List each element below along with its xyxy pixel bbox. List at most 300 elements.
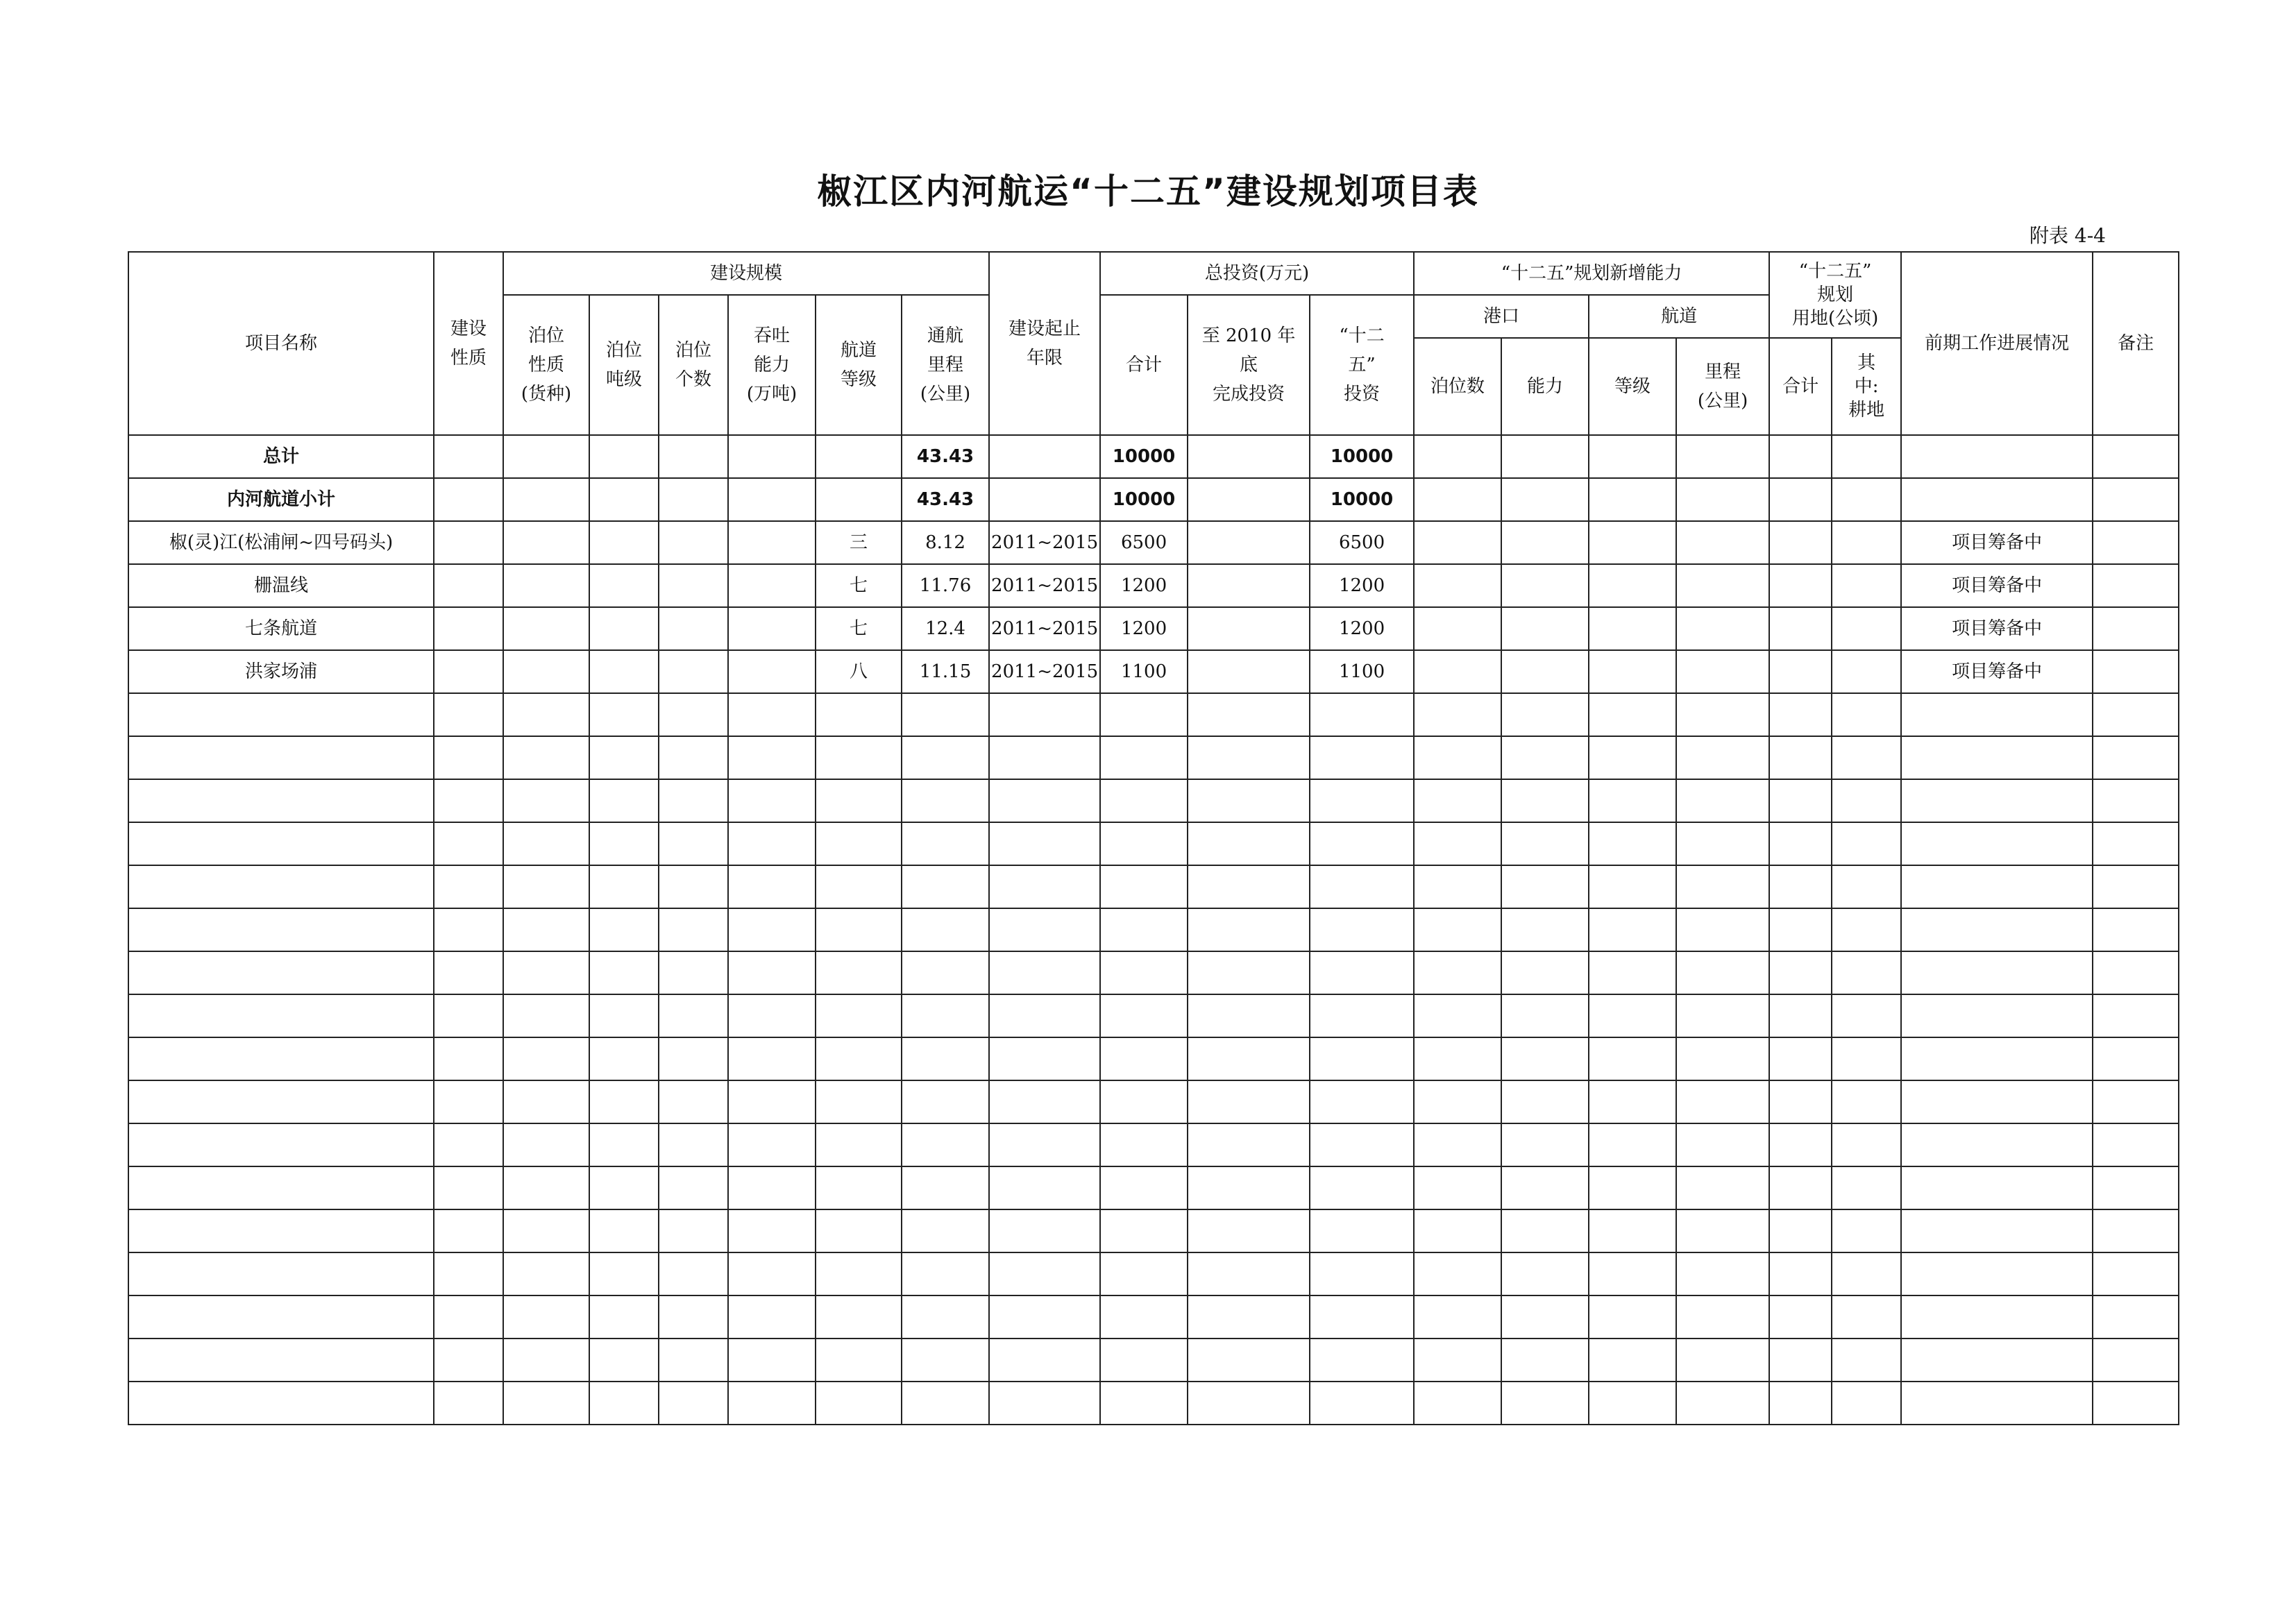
header-navigable-mileage: 通航 里程 (公里) (902, 295, 989, 435)
cell-berth-count (659, 1080, 728, 1123)
cell-capacity (1501, 908, 1589, 951)
cell-channel-grade (816, 1037, 902, 1080)
cell-land-farmland (1832, 736, 1901, 779)
cell-throughput (728, 693, 816, 736)
cell-inv-12th: 1200 (1310, 607, 1414, 650)
cell-berth-nature (503, 1209, 589, 1252)
cell-berth-num (1414, 736, 1501, 779)
project-table (128, 251, 2179, 1425)
cell-berth-num (1414, 1339, 1501, 1382)
cell-remarks (2093, 1037, 2179, 1080)
cell-berth-tonnage (589, 1209, 659, 1252)
cell-remarks (2093, 521, 2179, 564)
cell-remarks (2093, 865, 2179, 908)
cell-berth-count (659, 994, 728, 1037)
header-inv-total: 合计 (1100, 295, 1188, 435)
cell-inv-12th: 1200 (1310, 564, 1414, 607)
cell-land-farmland (1832, 1080, 1901, 1123)
cell-land-total (1769, 478, 1832, 521)
cell-channel-grade (816, 1339, 902, 1382)
cell-inv-by-2010 (1188, 779, 1310, 822)
cell-inv-12th (1310, 1123, 1414, 1166)
cell-berth-tonnage (589, 1295, 659, 1339)
cell-navigable-mileage (902, 865, 989, 908)
cell-grade (1589, 693, 1676, 736)
cell-berth-num (1414, 1166, 1501, 1209)
cell-inv-total (1100, 1123, 1188, 1166)
cell-progress (1901, 435, 2093, 478)
cell-period (989, 1123, 1100, 1166)
cell-capacity (1501, 564, 1589, 607)
cell-period (989, 1382, 1100, 1425)
cell-berth-num (1414, 1037, 1501, 1080)
cell-inv-12th (1310, 1295, 1414, 1339)
cell-progress (1901, 822, 2093, 865)
cell-project-name (128, 1382, 434, 1425)
cell-inv-by-2010 (1188, 607, 1310, 650)
cell-progress (1901, 1037, 2093, 1080)
table-row (128, 521, 2179, 564)
cell-project-name (128, 1209, 434, 1252)
cell-inv-total (1100, 865, 1188, 908)
empty-row (128, 1295, 2179, 1339)
cell-land-farmland (1832, 951, 1901, 994)
cell-construction-nature (434, 435, 503, 478)
cell-navigable-mileage (902, 736, 989, 779)
empty-row (128, 822, 2179, 865)
cell-berth-nature (503, 822, 589, 865)
cell-remarks (2093, 1339, 2179, 1382)
cell-land-farmland (1832, 908, 1901, 951)
cell-berth-tonnage (589, 1339, 659, 1382)
cell-construction-nature (434, 951, 503, 994)
cell-throughput (728, 1080, 816, 1123)
cell-project-name (128, 1339, 434, 1382)
cell-land-farmland (1832, 435, 1901, 478)
cell-land-total (1769, 1339, 1832, 1382)
empty-row (128, 1166, 2179, 1209)
cell-berth-count (659, 908, 728, 951)
cell-progress (1901, 736, 2093, 779)
cell-berth-num (1414, 693, 1501, 736)
cell-berth-nature (503, 1252, 589, 1295)
cell-berth-nature (503, 564, 589, 607)
cell-inv-total: 6500 (1100, 521, 1188, 564)
cell-land-farmland (1832, 478, 1901, 521)
cell-inv-total: 10000 (1100, 478, 1188, 521)
cell-construction-nature (434, 779, 503, 822)
header-remarks: 备注 (2093, 252, 2179, 435)
cell-progress (1901, 1080, 2093, 1123)
cell-navigable-mileage (902, 1382, 989, 1425)
cell-channel-grade (816, 779, 902, 822)
cell-throughput (728, 908, 816, 951)
cell-inv-total (1100, 736, 1188, 779)
cell-period (989, 779, 1100, 822)
cell-berth-tonnage (589, 693, 659, 736)
cell-berth-count (659, 478, 728, 521)
empty-row (128, 1037, 2179, 1080)
cell-berth-count (659, 1252, 728, 1295)
header-project-name: 项目名称 (128, 252, 434, 435)
cell-grade (1589, 521, 1676, 564)
cell-project-name: 内河航道小计 (128, 478, 434, 521)
cell-berth-tonnage (589, 736, 659, 779)
cell-inv-by-2010 (1188, 1209, 1310, 1252)
cell-berth-tonnage (589, 607, 659, 650)
cell-berth-num (1414, 1080, 1501, 1123)
cell-berth-num (1414, 1295, 1501, 1339)
cell-period (989, 1295, 1100, 1339)
cell-channel-grade (816, 994, 902, 1037)
cell-channel-grade (816, 865, 902, 908)
cell-navigable-mileage (902, 1123, 989, 1166)
cell-throughput (728, 564, 816, 607)
cell-navigable-mileage (902, 1252, 989, 1295)
cell-grade (1589, 994, 1676, 1037)
header-progress: 前期工作进展情况 (1901, 252, 2093, 435)
cell-project-name (128, 1037, 434, 1080)
cell-progress: 项目筹备中 (1901, 564, 2093, 607)
cell-grade (1589, 1209, 1676, 1252)
cell-throughput (728, 951, 816, 994)
table-row (128, 564, 2179, 607)
cell-progress: 项目筹备中 (1901, 521, 2093, 564)
cell-capacity (1501, 1382, 1589, 1425)
cell-berth-num (1414, 1123, 1501, 1166)
cell-project-name (128, 1295, 434, 1339)
cell-remarks (2093, 736, 2179, 779)
cell-berth-count (659, 521, 728, 564)
cell-throughput (728, 650, 816, 693)
cell-inv-12th (1310, 693, 1414, 736)
cell-berth-count (659, 736, 728, 779)
cell-berth-nature (503, 435, 589, 478)
cell-capacity (1501, 478, 1589, 521)
header-capacity: 能力 (1501, 338, 1589, 435)
cell-land-farmland (1832, 564, 1901, 607)
cell-berth-nature (503, 779, 589, 822)
cell-grade (1589, 1382, 1676, 1425)
cell-berth-tonnage (589, 951, 659, 994)
cell-throughput (728, 478, 816, 521)
cell-grade (1589, 908, 1676, 951)
cell-land-farmland (1832, 1295, 1901, 1339)
cell-period (989, 994, 1100, 1037)
cell-inv-total (1100, 1295, 1188, 1339)
cell-project-name (128, 994, 434, 1037)
header-inv-by-2010: 至 2010 年 底 完成投资 (1188, 295, 1310, 435)
cell-berth-tonnage (589, 1382, 659, 1425)
empty-row (128, 1382, 2179, 1425)
header-capacity-group: “十二五”规划新增能力 (1414, 252, 1769, 295)
cell-progress: 项目筹备中 (1901, 607, 2093, 650)
cell-berth-count (659, 1209, 728, 1252)
cell-channel-grade (816, 1123, 902, 1166)
cell-remarks (2093, 1080, 2179, 1123)
cell-mileage (1676, 994, 1769, 1037)
cell-berth-count (659, 1382, 728, 1425)
cell-berth-count (659, 693, 728, 736)
cell-navigable-mileage: 11.76 (902, 564, 989, 607)
cell-inv-12th: 10000 (1310, 435, 1414, 478)
cell-throughput (728, 1037, 816, 1080)
cell-berth-nature (503, 1295, 589, 1339)
cell-land-total (1769, 1037, 1832, 1080)
cell-mileage (1676, 1037, 1769, 1080)
cell-inv-12th (1310, 779, 1414, 822)
cell-throughput (728, 1339, 816, 1382)
cell-berth-num (1414, 779, 1501, 822)
header-investment-group: 总投资(万元) (1100, 252, 1414, 295)
cell-project-name (128, 1123, 434, 1166)
cell-project-name: 椒(灵)江(松浦闸~四号码头) (128, 521, 434, 564)
cell-project-name (128, 1252, 434, 1295)
cell-land-farmland (1832, 607, 1901, 650)
cell-mileage (1676, 736, 1769, 779)
cell-throughput (728, 1382, 816, 1425)
cell-period (989, 951, 1100, 994)
cell-progress (1901, 1295, 2093, 1339)
cell-berth-num (1414, 1382, 1501, 1425)
cell-berth-tonnage (589, 1252, 659, 1295)
cell-berth-tonnage (589, 650, 659, 693)
header-land-group: “十二五” 规划 用地(公顷) (1769, 252, 1901, 338)
cell-inv-by-2010 (1188, 1037, 1310, 1080)
cell-construction-nature (434, 994, 503, 1037)
cell-mileage (1676, 1295, 1769, 1339)
cell-inv-12th (1310, 908, 1414, 951)
cell-land-total (1769, 736, 1832, 779)
header-grade: 等级 (1589, 338, 1676, 435)
cell-channel-grade: 八 (816, 650, 902, 693)
cell-inv-total (1100, 822, 1188, 865)
cell-berth-nature (503, 607, 589, 650)
cell-land-farmland (1832, 650, 1901, 693)
cell-mileage (1676, 478, 1769, 521)
cell-berth-num (1414, 564, 1501, 607)
cell-land-total (1769, 994, 1832, 1037)
cell-progress (1901, 865, 2093, 908)
header-inv-12th: “十二 五” 投资 (1310, 295, 1414, 435)
cell-capacity (1501, 736, 1589, 779)
cell-mileage (1676, 1166, 1769, 1209)
cell-remarks (2093, 564, 2179, 607)
cell-project-name (128, 951, 434, 994)
cell-period (989, 1166, 1100, 1209)
cell-berth-nature (503, 1037, 589, 1080)
cell-capacity (1501, 1252, 1589, 1295)
cell-grade (1589, 951, 1676, 994)
cell-capacity (1501, 650, 1589, 693)
cell-land-farmland (1832, 1037, 1901, 1080)
cell-berth-nature (503, 908, 589, 951)
cell-berth-tonnage (589, 1166, 659, 1209)
cell-capacity (1501, 693, 1589, 736)
cell-land-total (1769, 908, 1832, 951)
header-channel-grade: 航道 等级 (816, 295, 902, 435)
cell-land-farmland (1832, 1166, 1901, 1209)
cell-navigable-mileage (902, 1209, 989, 1252)
cell-period (989, 736, 1100, 779)
cell-inv-12th (1310, 994, 1414, 1037)
cell-land-farmland (1832, 1209, 1901, 1252)
cell-land-total (1769, 564, 1832, 607)
cell-land-total (1769, 951, 1832, 994)
cell-mileage (1676, 822, 1769, 865)
cell-berth-nature (503, 994, 589, 1037)
cell-remarks (2093, 994, 2179, 1037)
cell-grade (1589, 1295, 1676, 1339)
cell-mileage (1676, 1209, 1769, 1252)
cell-grade (1589, 736, 1676, 779)
cell-progress (1901, 908, 2093, 951)
cell-inv-12th (1310, 951, 1414, 994)
cell-inv-by-2010 (1188, 951, 1310, 994)
cell-land-total (1769, 865, 1832, 908)
cell-berth-nature (503, 1080, 589, 1123)
empty-row (128, 994, 2179, 1037)
cell-inv-12th: 10000 (1310, 478, 1414, 521)
cell-grade (1589, 1166, 1676, 1209)
cell-capacity (1501, 779, 1589, 822)
cell-period (989, 908, 1100, 951)
cell-construction-nature (434, 865, 503, 908)
cell-channel-grade (816, 693, 902, 736)
cell-land-total (1769, 650, 1832, 693)
cell-throughput (728, 1252, 816, 1295)
cell-berth-count (659, 779, 728, 822)
cell-berth-num (1414, 650, 1501, 693)
cell-period (989, 1339, 1100, 1382)
cell-inv-total (1100, 951, 1188, 994)
cell-capacity (1501, 1166, 1589, 1209)
cell-inv-12th (1310, 1339, 1414, 1382)
cell-construction-nature (434, 1166, 503, 1209)
cell-berth-num (1414, 1252, 1501, 1295)
cell-channel-grade (816, 435, 902, 478)
cell-inv-total (1100, 1209, 1188, 1252)
cell-channel-grade (816, 1252, 902, 1295)
cell-berth-tonnage (589, 994, 659, 1037)
cell-channel-grade (816, 908, 902, 951)
cell-progress (1901, 1209, 2093, 1252)
cell-inv-by-2010 (1188, 822, 1310, 865)
cell-progress (1901, 1123, 2093, 1166)
cell-mileage (1676, 564, 1769, 607)
cell-navigable-mileage (902, 1166, 989, 1209)
empty-row (128, 1252, 2179, 1295)
cell-grade (1589, 1080, 1676, 1123)
header-mileage: 里程 (公里) (1676, 338, 1769, 435)
cell-inv-12th (1310, 865, 1414, 908)
cell-berth-tonnage (589, 1037, 659, 1080)
cell-grade (1589, 435, 1676, 478)
cell-remarks (2093, 779, 2179, 822)
cell-remarks (2093, 1166, 2179, 1209)
table-row (128, 650, 2179, 693)
empty-row (128, 693, 2179, 736)
cell-berth-tonnage (589, 822, 659, 865)
table-row (128, 435, 2179, 478)
cell-project-name (128, 693, 434, 736)
table-row (128, 607, 2179, 650)
cell-mileage (1676, 865, 1769, 908)
cell-inv-total: 1100 (1100, 650, 1188, 693)
cell-inv-12th (1310, 1382, 1414, 1425)
cell-period (989, 822, 1100, 865)
cell-period (989, 1037, 1100, 1080)
cell-project-name (128, 736, 434, 779)
cell-inv-total (1100, 1382, 1188, 1425)
cell-berth-nature (503, 865, 589, 908)
cell-channel-grade (816, 951, 902, 994)
cell-capacity (1501, 822, 1589, 865)
header-berth-count: 泊位 个数 (659, 295, 728, 435)
empty-row (128, 1080, 2179, 1123)
cell-inv-12th: 6500 (1310, 521, 1414, 564)
cell-land-total (1769, 1295, 1832, 1339)
cell-land-total (1769, 1252, 1832, 1295)
cell-berth-count (659, 951, 728, 994)
cell-project-name: 洪家场浦 (128, 650, 434, 693)
cell-project-name (128, 1166, 434, 1209)
cell-inv-by-2010 (1188, 1123, 1310, 1166)
cell-berth-count (659, 1166, 728, 1209)
cell-capacity (1501, 951, 1589, 994)
cell-inv-by-2010 (1188, 478, 1310, 521)
cell-channel-grade (816, 478, 902, 521)
cell-inv-by-2010 (1188, 736, 1310, 779)
cell-channel-grade (816, 1382, 902, 1425)
cell-period (989, 865, 1100, 908)
cell-throughput (728, 435, 816, 478)
header-land-total: 合计 (1769, 338, 1832, 435)
cell-berth-nature (503, 693, 589, 736)
cell-inv-total (1100, 1339, 1188, 1382)
header-scale-group: 建设规模 (503, 252, 989, 295)
cell-berth-tonnage (589, 908, 659, 951)
cell-period: 2011~2015 (989, 521, 1100, 564)
cell-period: 2011~2015 (989, 564, 1100, 607)
cell-navigable-mileage (902, 779, 989, 822)
cell-berth-count (659, 1339, 728, 1382)
cell-mileage (1676, 521, 1769, 564)
cell-mileage (1676, 693, 1769, 736)
cell-grade (1589, 607, 1676, 650)
cell-remarks (2093, 1209, 2179, 1252)
empty-row (128, 779, 2179, 822)
cell-inv-by-2010 (1188, 564, 1310, 607)
empty-row (128, 908, 2179, 951)
cell-remarks (2093, 822, 2179, 865)
cell-berth-count (659, 1037, 728, 1080)
cell-berth-num (1414, 435, 1501, 478)
cell-inv-by-2010 (1188, 521, 1310, 564)
cell-berth-tonnage (589, 1123, 659, 1166)
cell-throughput (728, 994, 816, 1037)
cell-throughput (728, 607, 816, 650)
cell-navigable-mileage: 8.12 (902, 521, 989, 564)
cell-progress (1901, 693, 2093, 736)
cell-berth-num (1414, 994, 1501, 1037)
cell-berth-count (659, 650, 728, 693)
cell-inv-12th (1310, 1166, 1414, 1209)
cell-land-total (1769, 435, 1832, 478)
cell-throughput (728, 779, 816, 822)
cell-capacity (1501, 865, 1589, 908)
cell-progress (1901, 779, 2093, 822)
